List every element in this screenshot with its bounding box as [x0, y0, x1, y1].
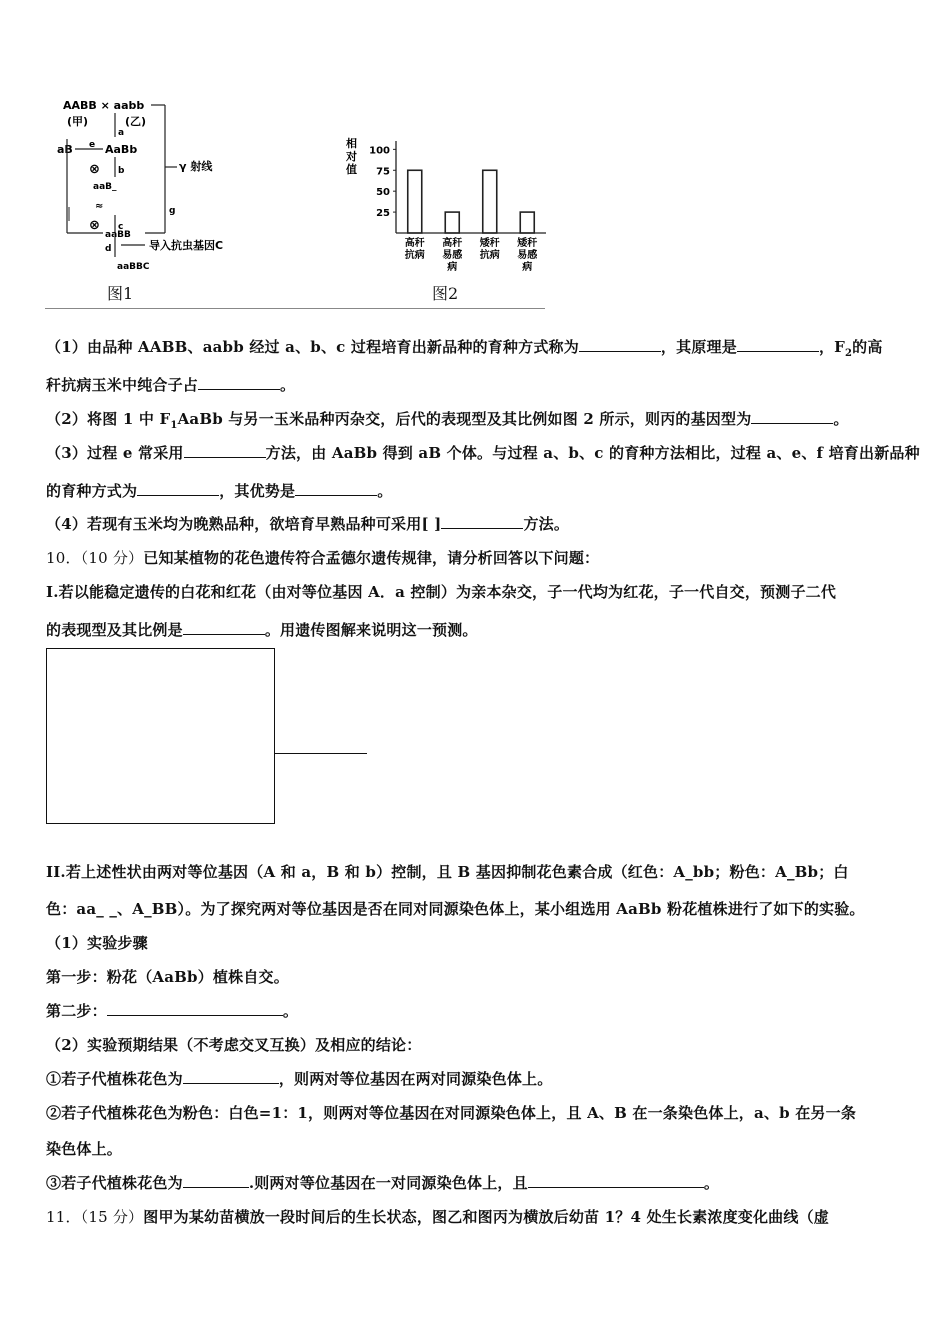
figures-area [45, 95, 545, 310]
fig1-aabbc: aaBBC [117, 262, 150, 272]
svg-text:⊗: ⊗ [89, 162, 100, 177]
fig1-gene-label: 导入抗虫基因C [149, 239, 224, 252]
q9-part2: （2）将图 1 中 $F_1AaBb$ 与另一玉米品种丙杂交，后代的表现型及其比例如图 2 所示，则丙的基因型为 。 [46, 410, 849, 431]
fig1-ray-label: γ 射线 [179, 160, 213, 173]
category-label: 易感 [517, 250, 538, 261]
y-axis-label-char: 相 [346, 137, 357, 150]
blank[interactable] [295, 481, 377, 496]
y-axis-label-char: 对 [346, 150, 357, 163]
fig1-cross: AABB × aabb [63, 99, 145, 112]
q9-part3-line1: （3）过程 e 常采用 方法，由 AaBb 得到 aB 个体。与过程 a、b、c 的育种方法相比，过程 a、e、f 培育出新品种 [46, 444, 920, 462]
bar [483, 170, 497, 233]
fig1-parent-yi: (乙) [125, 115, 147, 128]
category-label: 高秆 [404, 238, 425, 249]
blank[interactable] [183, 1069, 279, 1084]
q10-step1: 第一步：粉花（AaBb）植株自交。 [46, 968, 289, 986]
q10-result1: ①若子代植株花色为 ，则两对等位基因在两对同源染色体上。 [46, 1070, 553, 1088]
genetic-diagram-answer-box[interactable] [46, 648, 275, 824]
answer-box-line [275, 753, 367, 754]
blank[interactable] [528, 1173, 704, 1188]
blank[interactable] [183, 620, 265, 635]
fig1-g-label: g [169, 206, 176, 216]
figure-divider [45, 308, 545, 309]
category-label: 高秆 [442, 238, 463, 249]
q9-part3-line2: 的育种方式为 ，其优势是 。 [46, 482, 393, 500]
blank[interactable] [183, 1173, 249, 1188]
q10-part-I-line1: I.若以能稳定遗传的白花和红花（由对等位基因 A．a 控制）为亲本杂交，子一代均为红花，子一代自交，预测子二代 [46, 583, 837, 601]
q9-part1-line1: （1）由品种 AABB、aabb 经过 a、b、c 过程培育出新品种的育种方式称为 ，其原理是 ，$F_2$的高 [46, 338, 883, 359]
blank[interactable] [184, 443, 266, 458]
figure-1-diagram [45, 95, 305, 275]
category-label: 矮秆 [517, 238, 538, 249]
q9-part4: （4）若现有玉米均为晚熟品种，欲培育早熟品种可采用[ ] 方法。 [46, 515, 570, 533]
bar [408, 170, 422, 233]
blank[interactable] [441, 514, 523, 529]
category-label: 矮秆 [479, 238, 500, 249]
y-axis-label-char: 值 [346, 163, 357, 176]
bar [445, 212, 459, 233]
q10-part-I-line2: 的表现型及其比例是 。用遗传图解来说明这一预测。 [46, 621, 478, 639]
blank[interactable] [137, 481, 219, 496]
svg-text:⊗: ⊗ [89, 218, 100, 233]
blank[interactable] [579, 337, 661, 352]
blank[interactable] [107, 1001, 283, 1016]
svg-text:≈: ≈ [95, 201, 104, 212]
fig1-ab-label: aB [57, 143, 73, 156]
fig1-parent-jia: (甲) [67, 115, 89, 128]
fig1-step-a: a [118, 128, 125, 138]
fig1-step-c: c [118, 222, 124, 232]
fig1-aab: aaB_ [93, 182, 117, 192]
y-tick-label: 50 [376, 187, 390, 199]
y-tick-label: 100 [369, 145, 390, 157]
q10-step2: 第二步： 。 [46, 1002, 299, 1020]
q9-part1-line2: 秆抗病玉米中纯合子占 。 [46, 376, 296, 394]
category-label: 病 [522, 262, 533, 273]
y-tick-label: 25 [376, 208, 390, 220]
fig1-e-label: e [89, 140, 96, 150]
q11-header: 11．（15 分）图甲为某幼苗横放一段时间后的生长状态，图乙和图丙为横放后幼苗 1？4 处生长素浓度变化曲线（虚 [46, 1208, 829, 1226]
fig1-step-d: d [105, 244, 112, 254]
blank[interactable] [737, 337, 819, 352]
q10-header: 10．（10 分）已知某植物的花色遗传符合孟德尔遗传规律，请分析回答以下问题： [46, 549, 600, 567]
q10-part-II-line2: 色：aa_ _、A_BB）。为了探究两对等位基因是否在同对同源染色体上，某小组选用 AaBb 粉花植株进行了如下的实验。 [46, 900, 865, 918]
blank[interactable] [751, 409, 833, 424]
bar [520, 212, 534, 233]
q10-result2-line1: ②若子代植株花色为粉色：白色=1：1，则两对等位基因在对同源染色体上，且 A、B 在一条染色体上，a、b 在另一条 [46, 1104, 857, 1122]
q10-result3: ③若子代植株花色为 .则两对等位基因在一对同源染色体上，且 。 [46, 1174, 720, 1192]
figure-1-caption: 图1 [107, 284, 134, 303]
category-label: 抗病 [479, 250, 500, 261]
q10-result2-line2: 染色体上。 [46, 1140, 123, 1158]
q10-result-title: （2）实验预期结果（不考虑交叉互换）及相应的结论： [46, 1036, 422, 1054]
fig1-step-b: b [118, 166, 125, 176]
category-label: 病 [447, 262, 458, 273]
category-label: 易感 [442, 250, 463, 261]
blank[interactable] [198, 375, 280, 390]
q10-part-II-line1: II.若上述性状由两对等位基因（A 和 a，B 和 b）控制，且 B 基因抑制花色素合成（红色：A_bb；粉色：A_Bb；白 [46, 863, 849, 881]
category-label: 抗病 [404, 250, 425, 261]
fig1-aabb: aaBB [105, 230, 131, 240]
q10-step-title: （1）实验步骤 [46, 934, 148, 952]
fig1-f1: AaBb [105, 143, 138, 156]
y-tick-label: 75 [376, 166, 390, 178]
figure-2-caption: 图2 [432, 284, 459, 303]
